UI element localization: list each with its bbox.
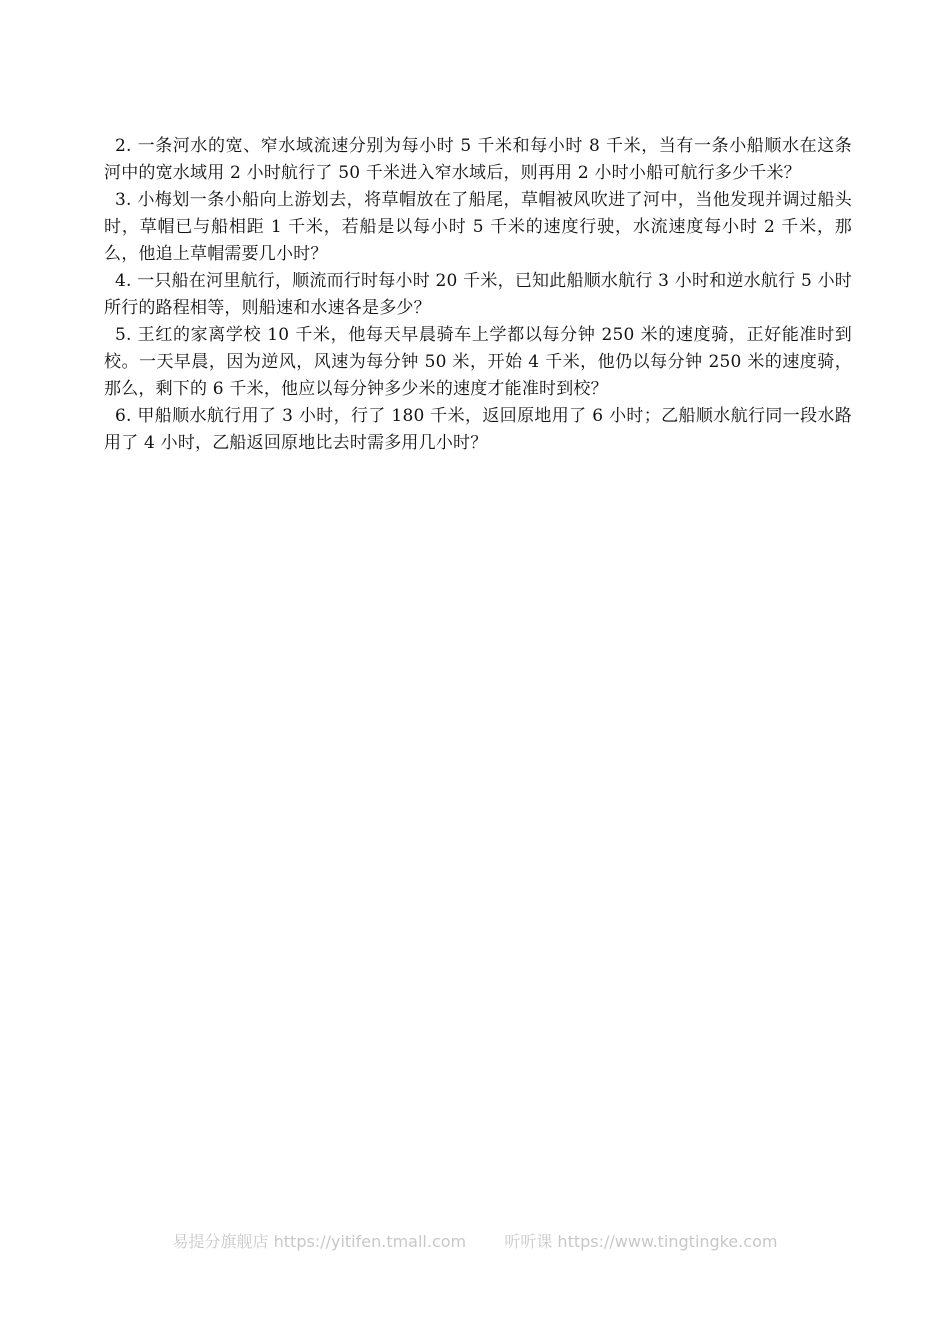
footer-store-url: https://yitifen.tmall.com bbox=[273, 1232, 467, 1251]
footer-course-name: 听听课 bbox=[504, 1232, 553, 1251]
problem-4: 4. 一只船在河里航行，顺流而行时每小时 20 千米，已知此船顺水航行 3 小时和逆水航行 5 小时所行的路程相等，则船速和水速各是多少？ bbox=[104, 271, 852, 318]
page-footer-watermark bbox=[0, 1229, 950, 1252]
problem-5: 5. 王红的家离学校 10 千米，他每天早晨骑车上学都以每分钟 250 米的速度骑，正好能准时到校。一天早晨，因为逆风，风速为每分钟 50 米，开始 4 千米，他仍以每分钟 250 米的速度骑，那么，剩下的 6 千米，他应以每分钟多少米的速度才能准时到校？ bbox=[104, 325, 852, 399]
problem-list bbox=[104, 133, 852, 457]
problem-3: 3. 小梅划一条小船向上游划去，将草帽放在了船尾，草帽被风吹进了河中，当他发现并调过船头时，草帽已与船相距 1 千米，若船是以每小时 5 千米的速度行驶，水流速度每小时 2 千米，那么，他追上草帽需要几小时？ bbox=[104, 190, 852, 264]
footer-course-url: https://www.tingtingke.com bbox=[557, 1232, 778, 1251]
problem-6: 6. 甲船顺水航行用了 3 小时，行了 180 千米，返回原地用了 6 小时；乙船顺水航行同一段水路用了 4 小时，乙船返回原地比去时需多用几小时？ bbox=[104, 406, 852, 453]
problem-2: 2. 一条河水的宽、窄水域流速分别为每小时 5 千米和每小时 8 千米，当有一条小船顺水在这条河中的宽水域用 2 小时航行了 50 千米进入窄水域后，则再用 2 小时小船可航行多少千米？ bbox=[104, 136, 852, 183]
footer-store-name: 易提分旗舰店 bbox=[172, 1232, 269, 1251]
